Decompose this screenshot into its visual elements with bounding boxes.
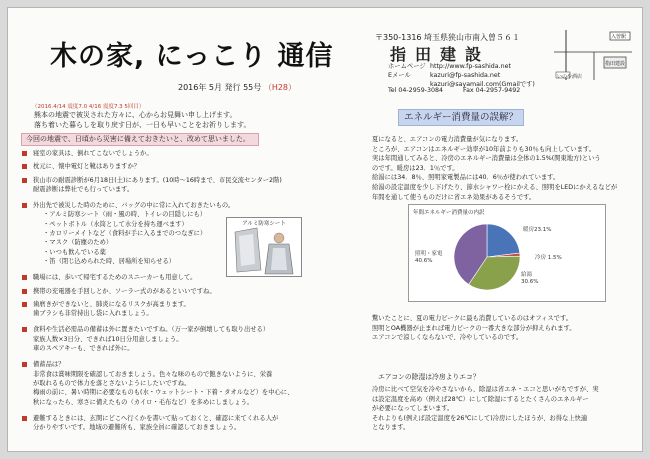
paragraph-line: 驚いたことに、夏の電力ピークに最も消費しているのはオフィスです。 bbox=[372, 315, 573, 322]
map-station-label: 入曽駅 bbox=[611, 34, 627, 40]
label-lighting: 照明・家電 40.6% bbox=[415, 251, 443, 264]
email-link-2[interactable]: kazuri@sayamail.com(Gmailです) bbox=[430, 81, 535, 88]
item-text: 寝室の家具は、倒れてこないでしょうか。 bbox=[33, 150, 153, 157]
item-text: 避難するときには、玄関にどこへ行くかを書いて貼っておくと、確認に来てくれる人が bbox=[33, 414, 279, 422]
label-heating: 暖房23.1% bbox=[523, 227, 552, 233]
paragraph-line: となります。 bbox=[372, 424, 410, 432]
company-address: 〒350-1316 埼玉県狭山市南入曽５６１ bbox=[375, 33, 521, 42]
photo-caption: アルミ防寒シート bbox=[242, 221, 286, 227]
paragraph-line: 夏になると、エアコンの電力消費量が気になります。 bbox=[372, 136, 523, 143]
item-text: 歯磨きができないと、肺炎になるリスクが高まります。 bbox=[33, 300, 190, 308]
paragraph-line: が必要になってしまいます。 bbox=[372, 405, 454, 413]
energy-paragraph-3 bbox=[372, 385, 637, 433]
item-text: 携帯の充電器を手回しとか、ソーラー式のがあるといいですね。 bbox=[33, 287, 216, 295]
sub-item: ・いつも飲んでいる薬 bbox=[43, 248, 106, 256]
paragraph-line: のです。暖房は23．1％です。 bbox=[372, 164, 459, 172]
email-link-1[interactable]: kazuri@fp-sashida.net bbox=[430, 72, 501, 79]
sub-item: ・カロリーメイトなど（食料が手に入るまでのつなぎに） bbox=[43, 230, 207, 238]
dehumidify-heading: エアコンの除湿は冷房よりエコ？ bbox=[378, 373, 480, 381]
newsletter-title: 木の家, にっこり 通信 bbox=[50, 41, 334, 72]
list-item bbox=[21, 201, 311, 210]
item-text: 非常食は賞味期限を確認しておきましょう。色々な味のもので飽きないように、栄養 bbox=[33, 370, 273, 378]
energy-article-title: エネルギー消費量の誤解？ bbox=[398, 109, 524, 126]
greeting-line: 熊本の地震で被災された方々に、心からお見舞い申し上げます。 bbox=[34, 111, 237, 119]
sub-item: ・ペットボトル（水筒として水分を持ち運べます） bbox=[43, 220, 188, 228]
sub-item: ・笛（閉じ込められた時、居場所を知らせる） bbox=[43, 257, 176, 265]
list-item bbox=[21, 414, 311, 433]
quake-note: （2016.4/14 震度7.0 4/16 震度7.3 5回目） bbox=[32, 104, 145, 110]
pie-slice-0 bbox=[487, 224, 520, 257]
sub-item: ・マスク（防塵のため） bbox=[43, 239, 113, 247]
item-text: 家族人数×3日分、できれば10日分用意しましょう。 bbox=[33, 335, 183, 343]
label-hot-water: 給湯30.6% bbox=[521, 272, 539, 285]
item-text: が取れるもので体力を落とさないようにしたいですね。 bbox=[33, 379, 191, 387]
emergency-blanket-photo bbox=[226, 217, 302, 277]
item-text: 車のスペアキーも、できれば外に。 bbox=[33, 345, 134, 353]
issue-era: （H28） bbox=[263, 83, 297, 92]
newsletter-page bbox=[7, 7, 643, 452]
item-text: 狭山市の耐震診断が6月18日(土)にあります。(10時～16時まで、市民交流センター2階) bbox=[33, 176, 282, 184]
issue-number: 55号 bbox=[243, 83, 262, 92]
list-item bbox=[21, 360, 311, 406]
tel-fax bbox=[388, 87, 538, 94]
paragraph-line: 照明とOA機器が止まれば電力ピークの一番大きな部分が抑えられます。 bbox=[372, 324, 576, 332]
list-item bbox=[21, 287, 311, 296]
item-text: 枕元に、懐中電灯と靴はありますか？ bbox=[33, 163, 141, 171]
paragraph-line: 年間を通して使うものだけに省エネ効果があるそうです。 bbox=[372, 193, 536, 201]
list-item bbox=[21, 149, 311, 158]
paragraph-line: 冷房に比べて空気を冷やさないから、除湿は省エネ・エコと思いがちですが、実 bbox=[372, 386, 599, 393]
item-text: 歯ブラシも非常持出し袋に入れましょう。 bbox=[33, 310, 153, 318]
item-text: 備蓄品は？ bbox=[33, 361, 65, 369]
list-item bbox=[21, 162, 311, 171]
greeting bbox=[34, 110, 250, 130]
issue-date: 2016年 5月 発行 bbox=[178, 83, 241, 92]
paragraph-line: それよりも(例えば設定温度を26℃にして)冷房にしたほうが、お得な上快適 bbox=[372, 414, 588, 422]
label-cooling: 冷房 1.5% bbox=[535, 255, 562, 261]
energy-paragraph-2 bbox=[372, 314, 637, 343]
preparedness-banner: 今回の地震で、日頃から災害に備えておきたいと、改めて思いました。 bbox=[21, 133, 259, 146]
map-shop-label: いのや酒店 bbox=[557, 74, 583, 80]
paragraph-line: ところが、エアコンはエネルギー効率が10年前よりも30％も向上しています。 bbox=[372, 145, 596, 153]
item-text: 食料や生活必需品の備蓄は外に置きたいですね。（万一家が倒壊しても取り出せる） bbox=[33, 326, 270, 334]
list-item bbox=[21, 325, 311, 353]
fax-number: Fax 04-2957-9492 bbox=[463, 87, 521, 94]
email-label: Eメール bbox=[388, 72, 411, 79]
tel-number: Tel 04-2959-3084 bbox=[388, 87, 444, 94]
item-text: 外出先で被災した時のために、バッグの中に常に入れておきたいもの。 bbox=[33, 202, 235, 210]
item-text: 職場には、歩いて帰宅するためのスニーカーも用意して。 bbox=[33, 274, 197, 282]
preparedness-list bbox=[21, 149, 311, 432]
issue-info bbox=[178, 82, 296, 93]
energy-pie-chart bbox=[408, 204, 606, 302]
item-text: 耐震診断は弊社でも行っています。 bbox=[33, 185, 134, 193]
company-name: 指田建設 bbox=[390, 45, 491, 64]
energy-paragraph-1 bbox=[372, 135, 637, 202]
homepage-label: ホームページ bbox=[388, 63, 426, 70]
paragraph-line: 給湯には34．8％、照明家電製品には40．6％が使われています。 bbox=[372, 174, 560, 182]
map-office-label: 指田建設 bbox=[605, 61, 626, 67]
contact-block bbox=[388, 62, 535, 89]
chart-title: 年間エネルギー消費量の内訳 bbox=[413, 210, 485, 216]
paragraph-line: エアコンで涼しくならないで、冷やしているのです。 bbox=[372, 334, 523, 342]
paragraph-line: 実は年間通してみると、冷房のエネルギー消費量は全体の1.5%(関東地方)という bbox=[372, 155, 601, 163]
greeting-line: 落ち着いた暮らしを取り戻す日が、一日も早いことをお祈りします。 bbox=[34, 121, 251, 129]
item-text: 秋になったら、寒さに備えたもの（カイロ・毛布など）を多めにしましょう。 bbox=[33, 398, 254, 406]
item-text: 分かりやすいです。地域の避難所も、家族全員に確認しておきましょう。 bbox=[33, 424, 241, 432]
item-text: 梅雨の前に、暑い時期に必要なものも(水・ウェットシート・下着・タオルなど）を中心に、 bbox=[33, 389, 294, 397]
location-map bbox=[554, 30, 632, 80]
list-item bbox=[21, 176, 311, 195]
homepage-link[interactable]: http://www.fp-sashida.net bbox=[430, 63, 512, 70]
list-item bbox=[21, 300, 311, 319]
paragraph-line: 給湯の設定温度を少し下げたり、節水シャワー栓にかえる、照明をLEDにかえるなどが bbox=[372, 183, 618, 191]
paragraph-line: は設定温度を高め（例えば28℃）にして除湿にするとたくさんのエネルギー bbox=[372, 395, 589, 403]
sub-item: ・アルミ防寒シート（雨・風の時、トイレの目隠しにも） bbox=[43, 211, 207, 219]
